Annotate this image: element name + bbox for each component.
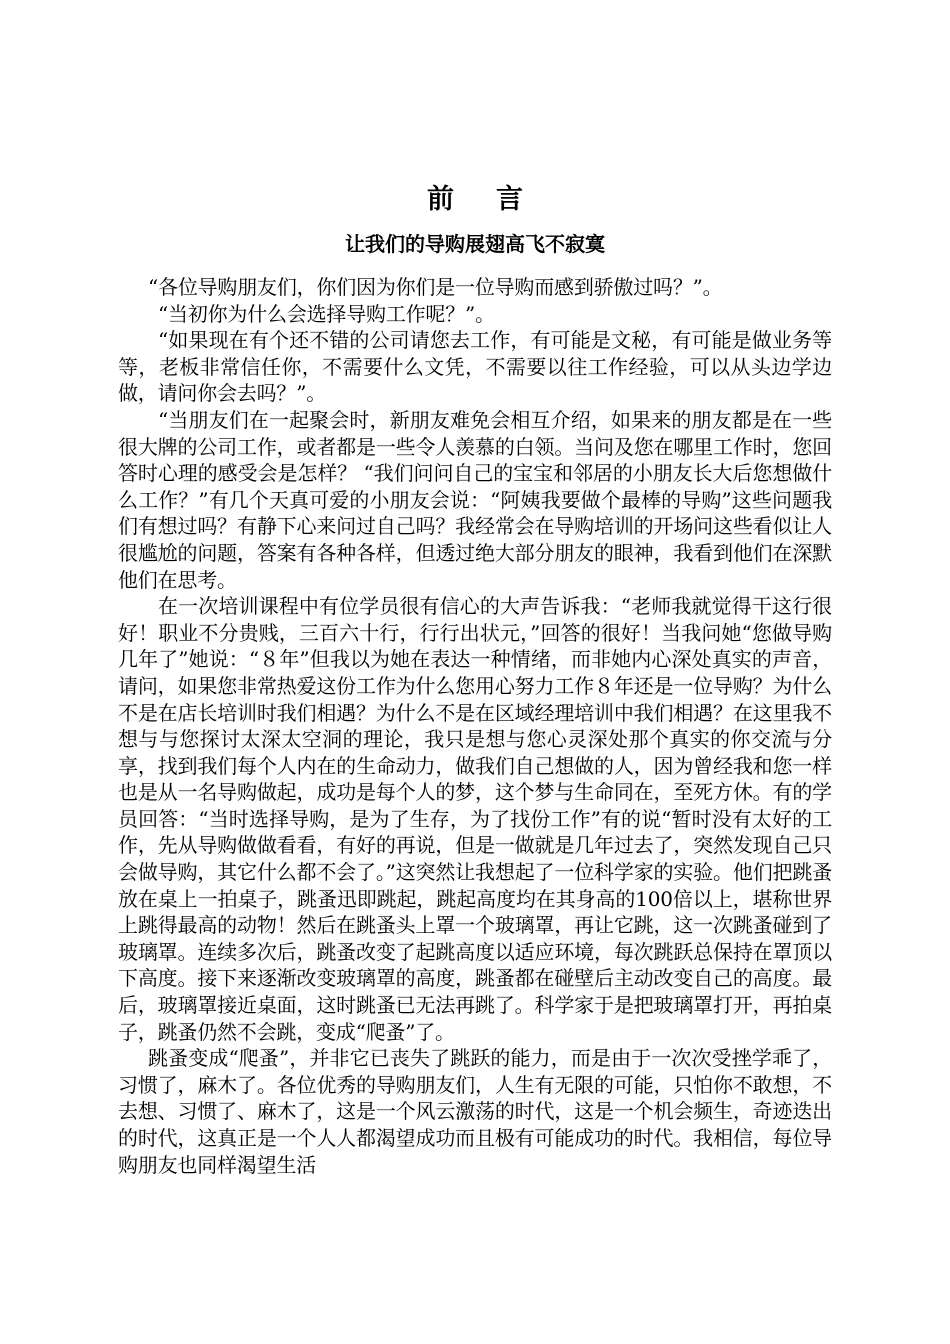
paragraph-3: “如果现在有个还不错的公司请您去工作，有可能是文秘，有可能是做业务等等，老板非常信任你，不需要什么文凭，不需要以往工作经验，可以从头边学边做，请问你会去吗？”。 [118,328,832,406]
paragraph-6: 跳蚤变成“爬蚤”，并非它已丧失了跳跃的能力，而是由于一次次受挫学乖了，习惯了，麻木了。各位优秀的导购朋友们，人生有无限的可能，只怕你不敢想，不去想、习惯了、麻木了，这是一个风云激荡的时代，这是一个机会频生，奇迹迭出的时代，这真正是一个人人都渴望成功而且极有可能成功的时代。我相信，每位导购朋友也同样渴望生活 [118,1046,832,1177]
document-page [118,182,832,1178]
page-title: 前言 [427,184,565,215]
page-subtitle: 让我们的导购展翅高飞不寂寞 [345,232,605,256]
paragraph-5: 在一次培训课程中有位学员很有信心的大声告诉我：“老师我就觉得干这行很好！职业不分贵贱，三百六十行，行行出状元，”回答的很好！当我问她“您做导购几年了”她说：“８年”但我以为她在表达一种情绪，而非她内心深处真实的声音，请问，如果您非常热爱这份工作为什么您用心努力工作８年还是一位导购？为什么不是在店长培训时我们相遇？为什么不是在区域经理培训中我们相遇？在这里我不想与与您探讨太深太空洞的理论，我只是想与您心灵深处那个真实的你交流与分享，找到我们每个人内在的生命动力，做我们自己想做的人，因为曾经我和您一样也是从一名导购做起，成功是每个人的梦，这个梦与生命同在，至死方休。有的学员回答：“当时选择导购，是为了生存，为了找份工作”有的说“暂时没有太好的工作，先从导购做做看看，有好的再说，但是一做就是几年过去了，突然发现自己只会做导购，其它什么都不会了。”这突然让我想起了一位科学家的实验。他们把跳蚤放在桌上一拍桌子，跳蚤迅即跳起，跳起高度均在其身高的100倍以上，堪称世界上跳得最高的动物！然后在跳蚤头上罩一个玻璃罩，再让它跳，这一次跳蚤碰到了玻璃罩。连续多次后，跳蚤改变了起跳高度以适应环境，每次跳跃总保持在罩顶以下高度。接下来逐渐改变玻璃罩的高度，跳蚤都在碰壁后主动改变自己的高度。最后，玻璃罩接近桌面，这时跳蚤已无法再跳了。科学家于是把玻璃罩打开，再拍桌子，跳蚤仍然不会跳，变成“爬蚤”了。 [118,594,832,1044]
paragraph-4: “当朋友们在一起聚会时，新朋友难免会相互介绍，如果来的朋友都是在一些很大牌的公司工作，或者都是一些令人羡慕的白领。当问及您在哪里工作时，您回答时心理的感受会是怎样？ “我们问问自己的宝宝和邻居的小朋友长大后您想做什么工作？”有几个天真可爱的小朋友会说：“阿姨我要做个最棒的导购”这些问题我们有想过吗？有静下心来问过自己吗？我经常会在导购培训的开场问这些看似让人很尴尬的问题，答案有各种各样，但透过绝大部分朋友的眼神，我看到他们在深默他们在思考。 [118,407,832,592]
paragraph-1: “各位导购朋友们，你们因为你们是一位导购而感到骄傲过吗？”。 [148,275,723,299]
paragraph-2: “当初你为什么会选择导购工作呢？”。 [158,301,495,326]
